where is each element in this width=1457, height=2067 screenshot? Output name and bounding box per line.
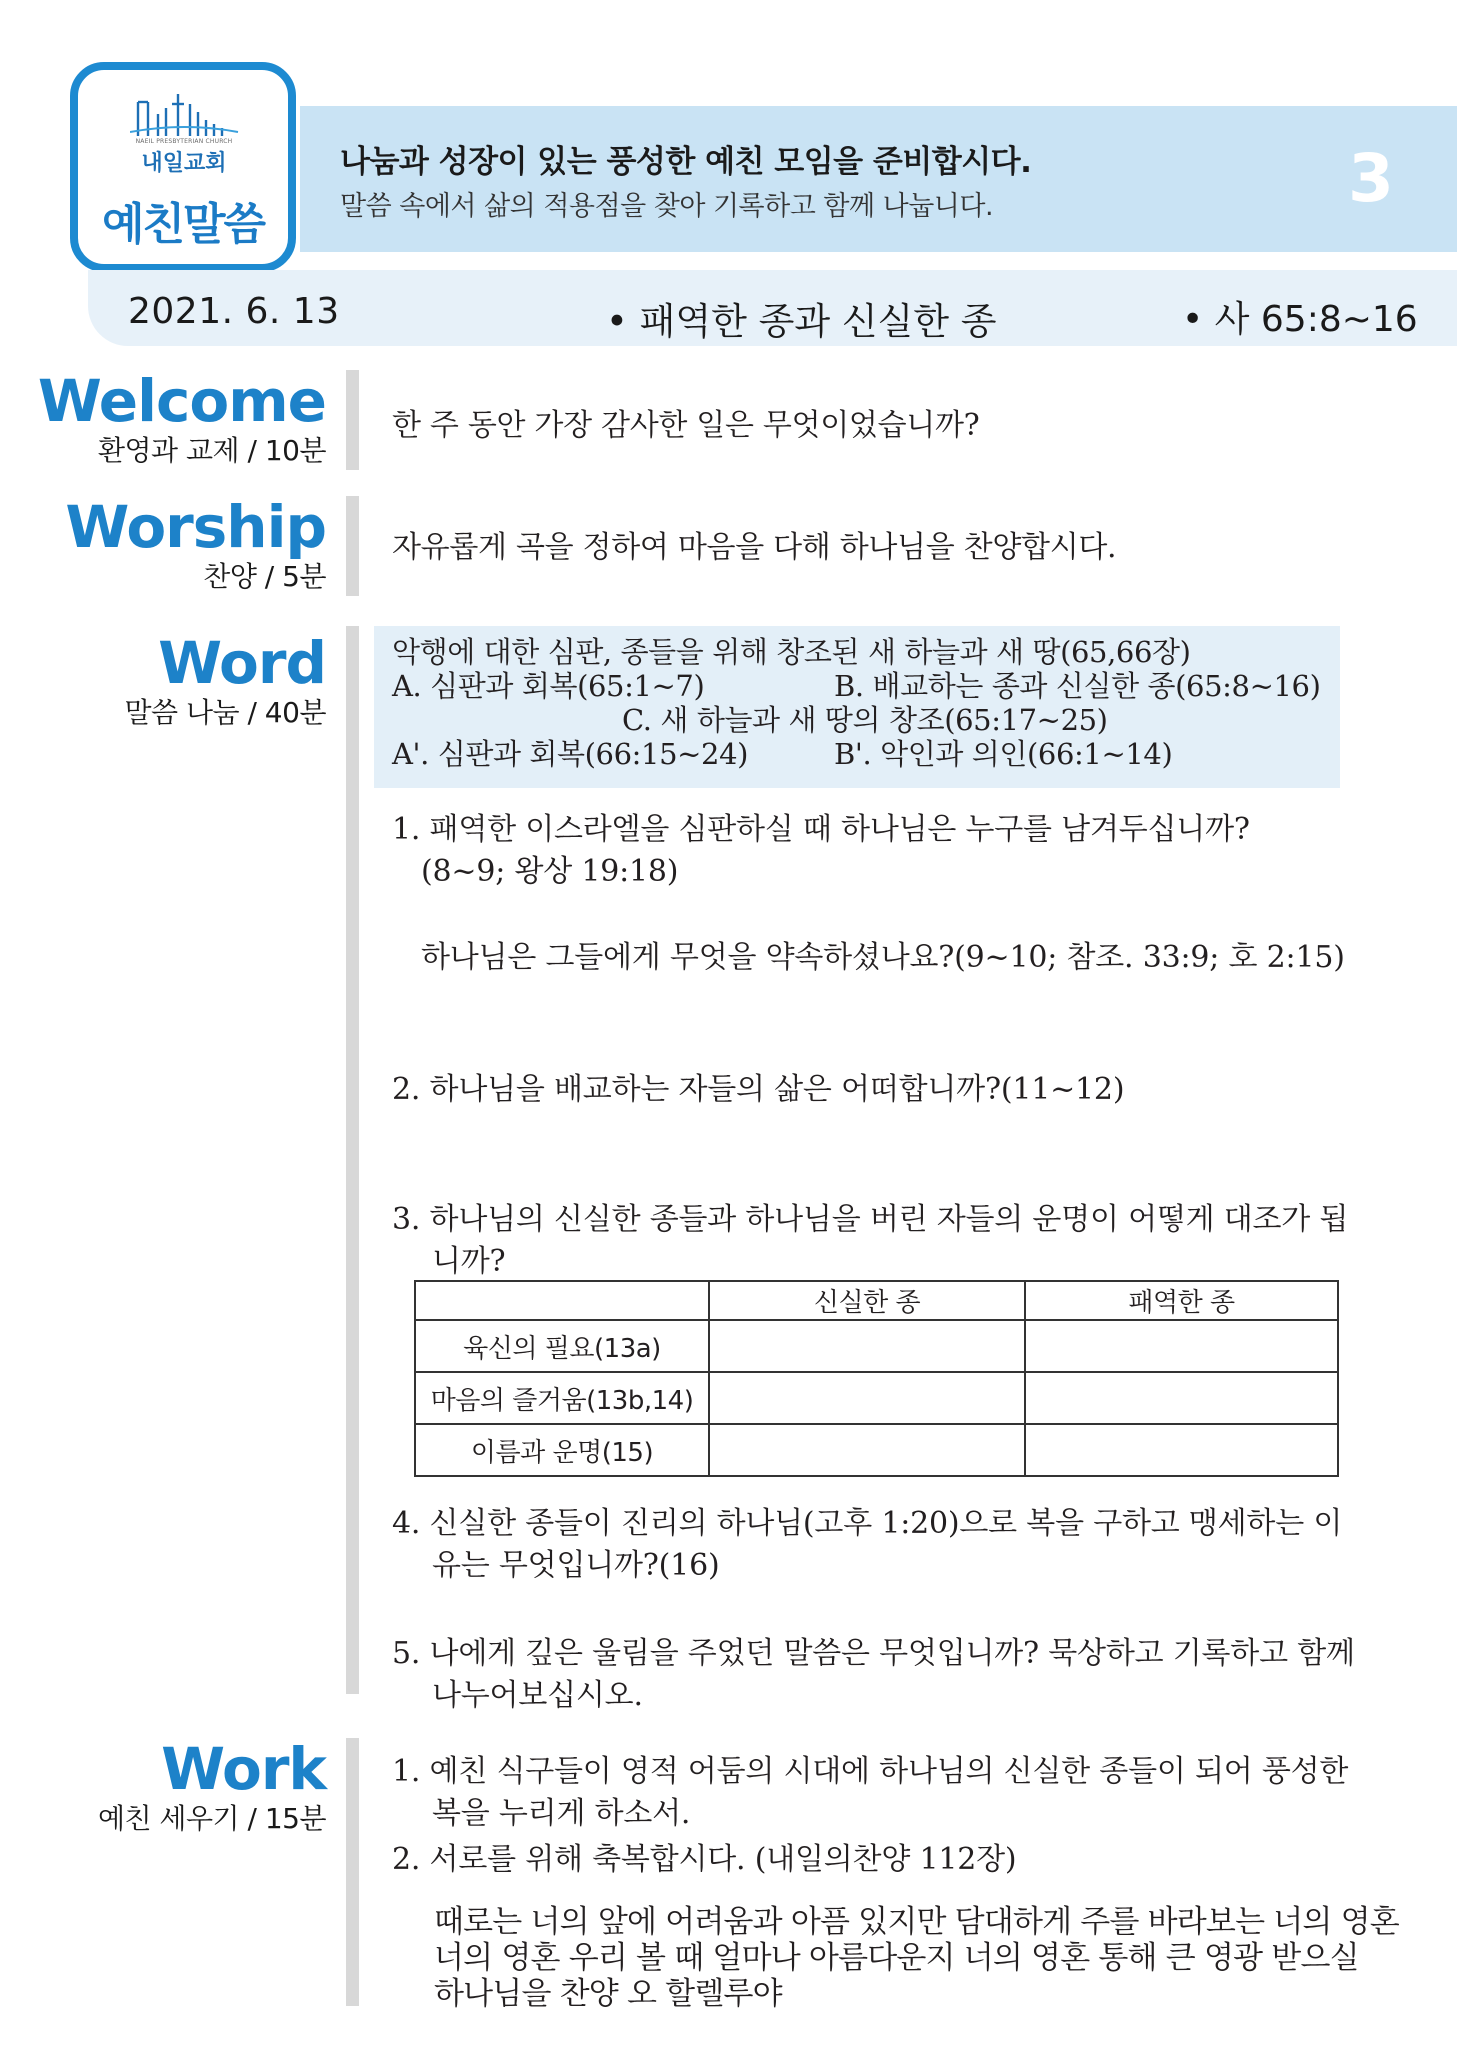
- word-heading: Word: [158, 629, 326, 697]
- prayer-1: 1. 예친 식구들이 영적 어둠의 시대에 하나님의 신실한 종들이 되어 풍성한: [392, 1754, 1349, 1789]
- table-cell[interactable]: [709, 1372, 1025, 1424]
- worship-heading: Worship: [65, 493, 326, 561]
- worship-text: 자유롭게 곡을 정하여 마음을 다해 하나님을 찬양합시다.: [392, 530, 1117, 565]
- table-header-row: [415, 1281, 1338, 1320]
- table-row-label: 이름과 운명(15): [415, 1424, 709, 1476]
- word-divider: [346, 626, 359, 1694]
- question-4: 4. 신실한 종들이 진리의 하나님(고후 1:20)으로 복을 구하고 맹세하는 이: [392, 1506, 1343, 1541]
- logo-tagline: NAEIL PRESBYTERIAN CHURCH: [135, 138, 233, 145]
- outline-a: A. 심판과 회복(65:1~7): [392, 669, 705, 703]
- table-row-label: 육신의 필요(13a): [415, 1320, 709, 1372]
- question-3-cont: 니까?: [432, 1244, 506, 1279]
- welcome-subheading: 환영과 교제 / 10분: [97, 434, 326, 467]
- work-subheading: 예친 세우기 / 15분: [97, 1802, 326, 1835]
- question-5-cont: 나누어보십시오.: [432, 1678, 643, 1713]
- question-2: 2. 하나님을 배교하는 자들의 삶은 어떠합니까?(11~12): [392, 1072, 1125, 1107]
- church-skyline-icon: [130, 92, 240, 138]
- table-cell[interactable]: [1025, 1372, 1338, 1424]
- outline-title: 악행에 대한 심판, 종들을 위해 창조된 새 하늘과 새 땅(65,66장): [392, 635, 1191, 669]
- church-logo-name: 내일교회: [141, 151, 227, 176]
- prayer-2: 2. 서로를 위해 축복합시다. (내일의찬양 112장): [392, 1842, 1017, 1877]
- worship-subheading: 찬양 / 5분: [203, 560, 326, 593]
- hymn-line-2: 너의 영혼 우리 볼 때 얼마나 아름다운지 너의 영혼 통해 큰 영광 받으실: [434, 1940, 1359, 1976]
- word-subheading: 말씀 나눔 / 40분: [124, 696, 326, 729]
- logo-title: 예친말씀: [101, 199, 264, 250]
- scripture-reference: • 사 65:8~16: [1182, 299, 1418, 340]
- table-cell[interactable]: [709, 1424, 1025, 1476]
- question-3: 3. 하나님의 신실한 종들과 하나님을 버린 자들의 운명이 어떻게 대조가 됩: [392, 1202, 1349, 1237]
- table-header-faithful: 신실한 종: [709, 1281, 1025, 1320]
- table-cell[interactable]: [1025, 1320, 1338, 1372]
- welcome-heading: Welcome: [37, 367, 326, 435]
- logo-box: [70, 62, 296, 272]
- table-cell[interactable]: [1025, 1424, 1338, 1476]
- question-5: 5. 나에게 깊은 울림을 주었던 말씀은 무엇입니까? 묵상하고 기록하고 함께: [392, 1636, 1355, 1671]
- table-row: [415, 1320, 1338, 1372]
- hymn-line-3: 하나님을 찬양 오 할렐루야: [434, 1976, 782, 2012]
- outline-a-prime: A'. 심판과 회복(66:15~24): [392, 737, 749, 771]
- question-1: 1. 패역한 이스라엘을 심판하실 때 하나님은 누구를 남겨두십니까?: [392, 812, 1250, 847]
- table-row: [415, 1424, 1338, 1476]
- header-title: 나눔과 성장이 있는 풍성한 예친 모임을 준비합시다.: [340, 144, 1032, 180]
- page-number: 3: [1348, 140, 1394, 217]
- table-header-rebellious: 패역한 종: [1025, 1281, 1338, 1320]
- outline-b: B. 배교하는 종과 신실한 종(65:8~16): [834, 669, 1321, 703]
- sermon-title: • 패역한 종과 신실한 종: [606, 300, 997, 343]
- table-header-empty: [415, 1281, 709, 1320]
- question-1-reference: (8~9; 왕상 19:18): [421, 854, 679, 889]
- outline-b-prime: B'. 악인과 의인(66:1~14): [834, 737, 1173, 771]
- welcome-text: 한 주 동안 가장 감사한 일은 무엇이었습니까?: [392, 408, 980, 443]
- hymn-line-1: 때로는 너의 앞에 어려움과 아픔 있지만 담대하게 주를 바라보는 너의 영혼: [434, 1904, 1399, 1940]
- worship-divider: [346, 496, 359, 596]
- outline-c: C. 새 하늘과 새 땅의 창조(65:17~25): [622, 703, 1108, 737]
- table-cell[interactable]: [709, 1320, 1025, 1372]
- question-1-followup: 하나님은 그들에게 무엇을 약속하셨나요?(9~10; 참조. 33:9; 호 2:15): [421, 940, 1345, 975]
- work-divider: [346, 1738, 359, 2006]
- table-row: [415, 1372, 1338, 1424]
- prayer-1-cont: 복을 누리게 하소서.: [432, 1796, 691, 1831]
- comparison-table: [414, 1280, 1339, 1477]
- date: 2021. 6. 13: [128, 291, 340, 332]
- table-row-label: 마음의 즐거움(13b,14): [415, 1372, 709, 1424]
- question-4-cont: 유는 무엇입니까?(16): [432, 1548, 720, 1583]
- header-subtitle: 말씀 속에서 삶의 적용점을 찾아 기록하고 함께 나눕니다.: [340, 191, 994, 222]
- work-heading: Work: [161, 1735, 326, 1803]
- welcome-divider: [346, 370, 359, 470]
